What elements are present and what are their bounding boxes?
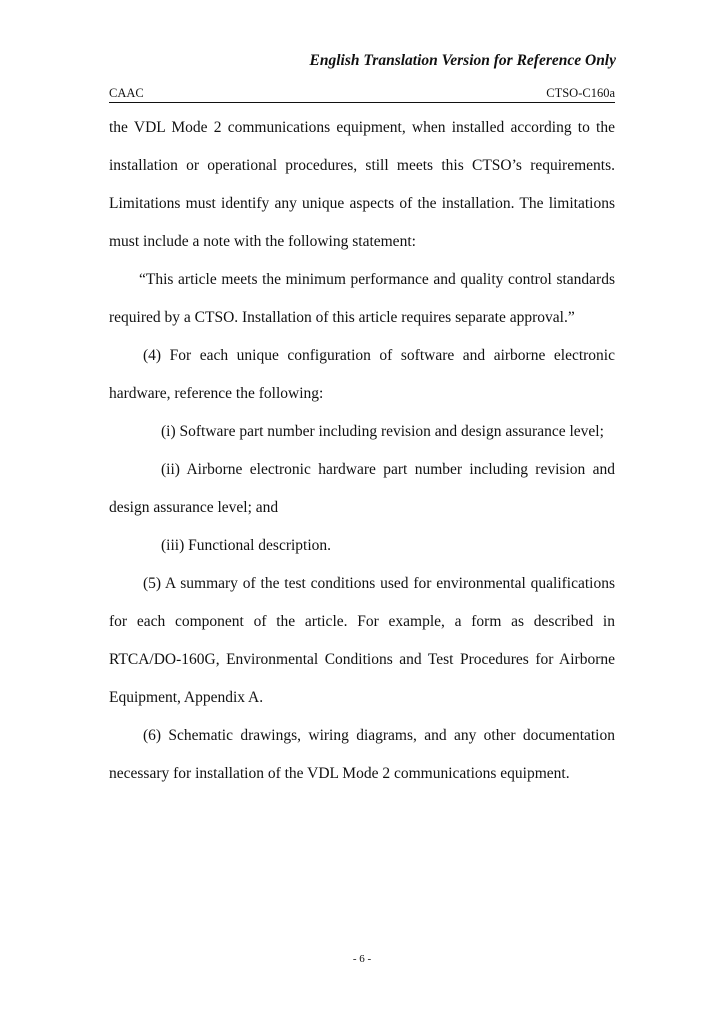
paragraph-quote: “This article meets the minimum performance and quality control standards required by a CTSO. Installation of this article requires separate approval.” xyxy=(109,271,615,326)
running-header xyxy=(109,86,615,103)
header-organization: CAAC xyxy=(109,86,144,100)
paragraph-item-4-ii: (ii) Airborne electronic hardware part number including revision and design assurance level; and xyxy=(109,461,615,516)
page-number: - 6 - xyxy=(352,953,372,965)
paragraph-item-4-iii: (iii) Functional description. xyxy=(161,537,332,554)
translation-notice: English Translation Version for Reference Only xyxy=(309,52,616,69)
paragraph-item-4: (4) For each unique configuration of software and airborne electronic hardware, reference the following: xyxy=(109,347,615,402)
document-body xyxy=(109,109,615,793)
header-document-id: CTSO-C160a xyxy=(546,86,615,100)
paragraph-item-4-i: (i) Software part number including revision and design assurance level; xyxy=(161,423,604,440)
paragraph-continuation: the VDL Mode 2 communications equipment, when installed according to the installation or operational procedures, still meets this CTSO’s requirements. Limitations must identify any unique aspects of the installation. The limitations must include a note with the following statement: xyxy=(109,119,615,250)
paragraph-item-6: (6) Schematic drawings, wiring diagrams, and any other documentation necessary for installation of the VDL Mode 2 communications equipment. xyxy=(109,727,615,782)
paragraph-item-5: (5) A summary of the test conditions used for environmental qualifications for each component of the article. For example, a form as described in RTCA/DO-160G, Environmental Conditions and Test Procedures for Airborne Equipment, Appendix A. xyxy=(109,575,615,706)
